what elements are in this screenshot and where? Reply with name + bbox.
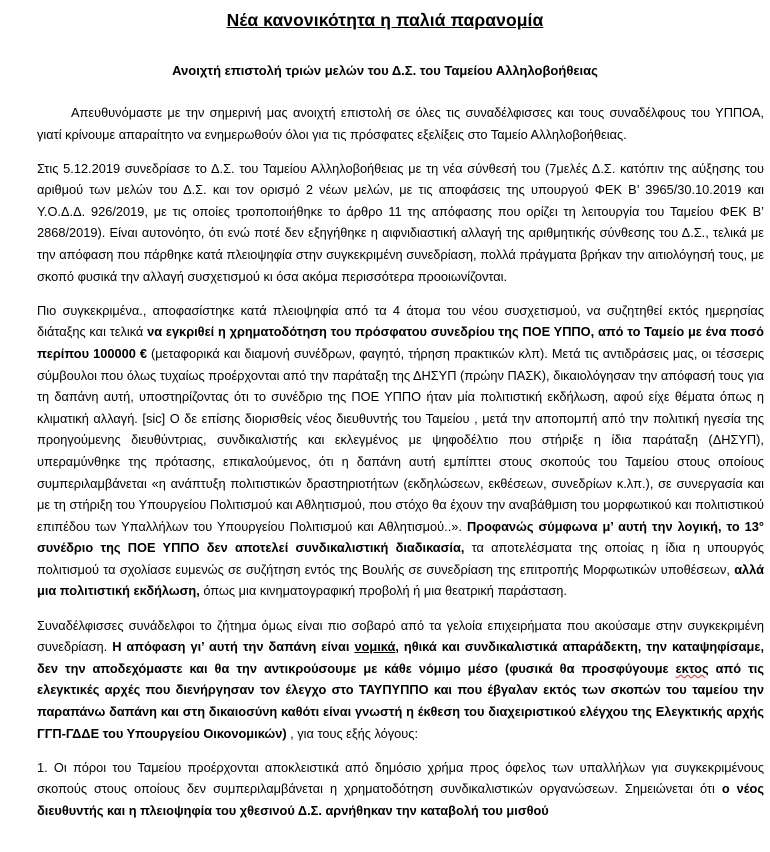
paragraph-point-1 <box>37 757 764 822</box>
bold-run: Προφανώς σύμφωνα μ’ αυτή την λογική, το 13° συνέδριο της ΠΟΕ ΥΠΠΟ δεν αποτελεί συνδικαλιστική διαδικασία, <box>37 518 765 556</box>
text-run: Πιο συγκεκριμένα., αποφασίστηκε κατά πλειοψηφία από τα 4 άτομα του νέου συσχετισμού, να συζητηθεί εκτός ημερησίας διάταξης και τελικά <box>37 302 764 340</box>
text-run: (μεταφορικά και διαμονή συνέδρων, φαγητό, τήρηση πρακτικών κλπ). Μετά τις αντιδράσεις μας, οι τέσσερις σύμβουλοι που όλως τυχαίως προέρχονται από την παράταξη της ΔΗΣΥΠ (πρώην ΠΑΣΚ), δικαιολόγησαν την απόφασή τους για τη δαπάνη αυτή, υποστηρίζοντας ότι το συνέδριο της ΠΟΕ ΥΠΠΟ ήταν μία πολιτιστική εκδήλωση, αφού είχε θέματα όπως η κλιματική αλλαγή. [sic] Ο δε επίσης διορισθείς νέος διευθυντής του Ταμείου , μετά την αποπομπή από την πολιτική ηγεσία της προηγούμενης διευθύντριας, συνδικαλιστής και εκλεγμένος με ψηφοδέλτιο που στήριξε η ίδια παράταξη (ΔΗΣΥΠ), υπεραμύνθηκε της πρότασης, επικαλούμενος, ότι η δαπάνη αυτή εμπίπτει στους σκοπούς του Ταμείου στους οποίους συμπεριλαμβάνεται «η ανάπτυξη πολιτιστικών δραστηριοτήτων (εκδηλώσεων, εκθέσεων, συνεδρίων κ.λπ.), σε συνεργασία και με τη στήριξη του Υπουργείου Πολιτισμού και Αθλητισμού, που στόχο θα έχουν την αναβάθμιση του μορφωτικού και πολιτιστικού επιπέδου των Υπαλλήλων του Υπουργείου Πολιτισμού και Αθλητισμού..». <box>37 345 764 534</box>
bold-run: να εγκριθεί η χρηματοδότηση του πρόσφατου συνεδρίου της ΠΟΕ ΥΠΠΟ, από το Ταμείο με ένα ποσό περίπου 100000 € <box>37 324 764 361</box>
bold-run: ο νέος διευθυντής και η πλειοψηφία του χθεσινού Δ.Σ. αρνήθηκαν την καταβολή του μισθού <box>37 781 764 818</box>
document-body <box>37 102 764 834</box>
text-run: Συναδέλφισσες συνάδελφοι το ζήτημα όμως είναι πιο σοβαρό από τα γελοία επιχειρήματα που ακούσαμε στην συγκεκριμένη συνεδρίαση. <box>37 617 764 655</box>
document-title: Νέα κανονικότητα η παλιά παρανομία <box>226 10 544 30</box>
paragraph-colleagues <box>37 615 764 745</box>
text-run: τα αποτελέσματα της οποίας η ίδια η υπουργός πολιτισμού τα σχολίασε ευμενώς σε συζήτηση εντός της Βουλής σε συνεδρίαση της επιτροπής Μορφωτικών υποθέσεων, <box>37 540 764 577</box>
bold-run-spellcheck <box>676 661 709 676</box>
bold-run: , ηθικά και συνδικαλιστικά απαράδεκτη, την καταψηφίσαμε, δεν την αποδεχόμαστε και θα την αντικρούσουμε με κάθε νόμιμο μέσο (φυσικά θα προσφύγουμε <box>37 639 764 676</box>
text-run: όπως μια κινηματογραφική προβολή ή μια θεατρική παράσταση. <box>199 583 567 599</box>
paragraph-meeting: Στις 5.12.2019 συνεδρίασε το Δ.Σ. του Ταμείου Αλληλοβοήθειας με τη νέα σύνθεσή του (7μελές Δ.Σ. κατόπιν της αύξησης του αριθμού των μελών του Δ.Σ. και τον ορισμό 2 νέων μελών, με τις αποφάσεις της υπουργού ΦΕΚ Β’ 3965/30.10.2019 και Υ.Ο.Δ.Δ. 926/2019, με τις οποίες τροποποιήθηκε το άρθρο 11 της απόφασης που ορίζει τη λειτουργία του Ταμείου ΦΕΚ Β’ 2868/2019). Είναι αυτονόητο, ότι ενώ ποτέ δεν εξηγήθηκε η αιφνιδιαστική αλλαγή της αριθμητικής σύνθεσης του Δ.Σ., τελικά με την απόφαση που πάρθηκε κατά πλειοψηφία στην συγκεκριμένη συνεδρίαση, πολλά πράγματα βρήκαν την αιτιολόγησή τους, με σκοπό φυσικά την αλλαγή συσχετισμού κι όσα ακόμα περισσότερα προοιωνίζονται. <box>37 160 764 284</box>
bold-run: αλλά μια πολιτιστική εκδήλωση, <box>37 561 764 599</box>
bold-run: Η απόφαση γι’ αυτή την δαπάνη είναι <box>112 639 355 655</box>
text-run: 1. Οι πόροι του Ταμείου προέρχονται αποκλειστικά από δημόσιο χρήμα προς όφελος των υπαλλήλων για συγκεκριμένους σκοπούς στους οποίους δεν συμπεριλαμβάνεται η χρηματοδότηση συνδικαλιστικών οργανώσεων. Σημειώνεται ότι <box>37 759 764 797</box>
text-run: , για τους εξής λόγους: <box>286 725 419 741</box>
underline-run: νομικά <box>354 639 396 655</box>
bold-run: από τις ελεγκτικές αρχές που διενήργησαν τον έλεγχο στο ΤΑΥΠΥΠΠΟ και που έβγαλαν εκτός των σκοπών του ταμείου την παραπάνω δαπάνη και στη δικαιοσύνη καθότι είναι γνωστή η έκθεση του διαχειριστικού ελέγχου της Ελεγκτικής αρχής ΓΓΠ-ΓΔΔΕ του Υπουργείου Οικονομικών) <box>37 660 765 741</box>
paragraph-decision <box>37 300 764 602</box>
underlined-bold-run <box>354 639 395 654</box>
document-subtitle: Ανοιχτή επιστολή τριών μελών του Δ.Σ. του Ταμείου Αλληλοβοήθειας <box>172 63 598 78</box>
spellcheck-word: εκτος <box>675 660 709 676</box>
paragraph-intro: Απευθυνόμαστε με την σημερινή μας ανοιχτή επιστολή σε όλες τις συναδέλφισσες και τους συναδέλφους του ΥΠΠΟΑ, γιατί κρίνουμε απαραίτητο να ενημερωθούν όλοι για τις πρόσφατες εξελίξεις στο Ταμείο Αλληλοβοήθειας. <box>37 105 764 142</box>
